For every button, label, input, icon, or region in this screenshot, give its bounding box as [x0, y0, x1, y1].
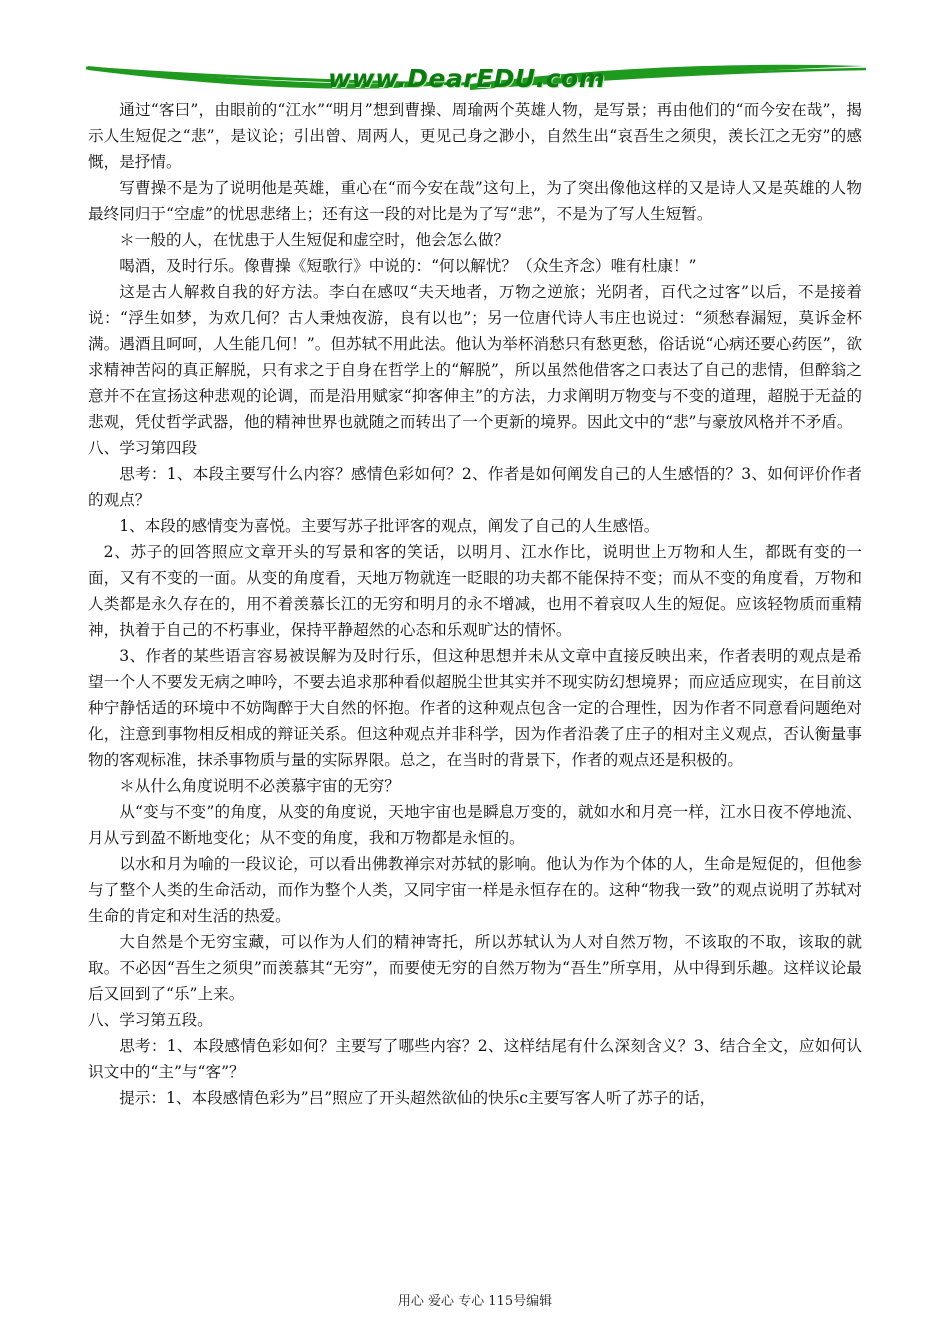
page-footer: 用心 爱心 专心 115号编辑: [397, 1294, 553, 1309]
section-heading: 八、学习第四段: [88, 439, 198, 457]
question-line: ＊一般的人，在忧患于人生短促和虚空时，他会怎么做？: [119, 231, 510, 249]
document-body: [88, 97, 862, 1111]
paragraph: 思考：1、本段感情色彩如何？主要写了哪些内容？2、这样结尾有什么深刻含义？3、结合全文，应如何认识文中的“主”与“客”？: [88, 1037, 862, 1081]
paragraph: 大自然是个无穷宝藏，可以作为人们的精神寄托，所以苏轼认为人对自然万物，不该取的不取，该取的就取。不必因“吾生之须臾”而羡慕其“无穷”，而要使无穷的自然万物为“吾生”所享用，从中得到乐趣。这样议论最后又回到了“乐”上来。: [88, 933, 862, 1003]
paragraph: 1、本段的感情变为喜悦。主要写苏子批评客的观点，阐发了自己的人生感悟。: [119, 517, 660, 535]
paragraph: 3、作者的某些语言容易被误解为及时行乐，但这种思想并未从文章中直接反映出来，作者表明的观点是希望一个人不要发无病之呻吟，不要去追求那种看似超脱尘世其实并不现实防幻想境界；而应适应现实，在目前这种宁静恬适的环境中不妨陶醉于大自然的怀抱。作者的这种观点包含一定的合理性，因为作者不同意看问题绝对化，注意到事物相反相成的辩证关系。但这种观点并非科学，因为作者沿袭了庄子的相对主义观点，否认衡量事物的客观标准，抹杀事物质与量的实际界限。总之，在当时的背景下，作者的观点还是积极的。: [88, 647, 862, 769]
paragraph: 提示：1、本段感情色彩为”吕”照应了开头超然欲仙的快乐c主要写客人听了苏子的话，: [119, 1089, 716, 1107]
paragraph: 2、苏子的回答照应文章开头的写景和客的笑话，以明月、江水作比，说明世上万物和人生，都既有变的一面，又有不变的一面。从变的角度看，天地万物就连一眨眼的功夫都不能保持不变；而从不变的角度看，万物和人类都是永久存在的，用不着羡慕长江的无穷和明月的永不增减，也用不着哀叹人生的短促。应该轻物质而重精神，执着于自己的不朽事业，保持平静超然的心态和乐观旷达的情怀。: [88, 543, 862, 639]
paragraph: 从“变与不变”的角度，从变的角度说，天地宇宙也是瞬息万变的，就如水和月亮一样，江水日夜不停地流、月从亏到盈不断地变化；从不变的角度，我和万物都是永恒的。: [88, 803, 862, 847]
section-heading: 八、学习第五段。: [88, 1011, 213, 1029]
paragraph: 这是古人解救自我的好方法。李白在感叹“夫天地者，万物之逆旅；光阴者，百代之过客”以后，不是接着说：“浮生如梦，为欢几何？古人秉烛夜游，良有以也”；另一位唐代诗人韦庄也说过：“须愁春漏短，莫诉金杯满。遇酒且呵呵，人生能几何！”。但苏轼不用此法。他认为举杯消愁只有愁更愁，俗话说“心病还要心药医”，欲求精神苦闷的真正解脱，只有求之于自身在哲学上的“解脱”，所以虽然他借客之口表达了自己的悲情，但醉翁之意并不在宣扬这种悲观的论调，而是沿用赋家“抑客伸主”的方法，力求阐明万物变与不变的道理，超脱于无益的悲观，凭仗哲学武器，他的精神世界也就随之而转出了一个更新的境界。因此文中的“悲”与豪放风格并不矛盾。: [88, 283, 862, 431]
paragraph: 喝酒，及时行乐。像曹操《短歌行》中说的：“何以解忧？（众生齐念）唯有杜康！”: [119, 257, 697, 275]
question-line: ＊从什么角度说明不必羡慕宇宙的无穷？: [119, 777, 400, 795]
paragraph: 写曹操不是为了说明他是英雄，重心在“而今安在哉”这句上，为了突出像他这样的又是诗人又是英雄的人物最终同归于“空虚”的忧思悲绪上；还有这一段的对比是为了写“悲”，不是为了写人生短暂。: [88, 179, 862, 223]
site-logo: www.DearEDU.com: [328, 64, 606, 93]
paragraph: 以水和月为喻的一段议论，可以看出佛教禅宗对苏轼的影响。他认为作为个体的人，生命是短促的，但他参与了整个人类的生命活动，而作为整个人类，又同宇宙一样是永恒存在的。这种“物我一致”的观点说明了苏轼对生命的肯定和对生活的热爱。: [88, 855, 862, 925]
page-header: [0, 0, 950, 100]
paragraph: 通过“客曰”，由眼前的“江水”“明月”想到曹操、周瑜两个英雄人物，是写景；再由他们的“而今安在哉”，揭示人生短促之“悲”，是议论；引出曾、周两人，更见己身之渺小，自然生出“哀吾生之须臾，羡长江之无穷”的感慨，是抒情。: [88, 101, 862, 171]
paragraph: 思考：1、本段主要写什么内容？感情色彩如何？2、作者是如何阐发自己的人生感悟的？3、如何评价作者的观点？: [88, 465, 862, 509]
